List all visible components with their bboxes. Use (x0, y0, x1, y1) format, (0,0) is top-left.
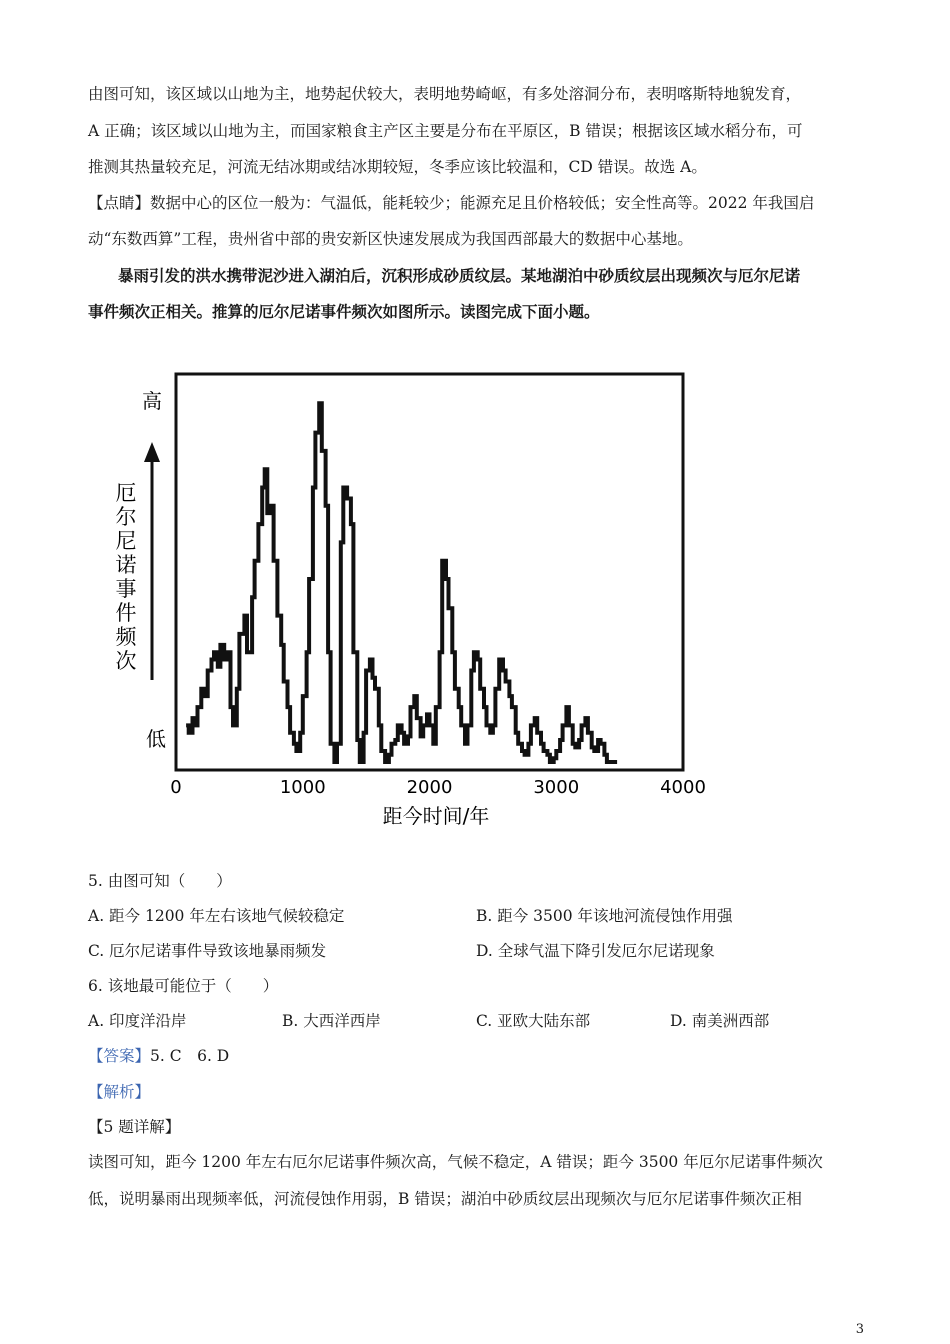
answer-tag: 【答案】 (88, 1047, 151, 1065)
question-stem-line-2: 事件频次正相关。推算的厄尔尼诺事件频次如图所示。读图完成下面小题。 (88, 303, 600, 321)
el-nino-frequency-series (186, 403, 617, 762)
q5-option-d[interactable]: D. 全球气温下降引发厄尔尼诺现象 (476, 942, 715, 960)
x-tick-label: 2000 (406, 777, 453, 798)
detail5-line-2: 低，说明暴雨出现频率低，河流侵蚀作用弱，B 错误；湖泊中砂质纹层出现频次与厄尔尼诺事件频次正相 (88, 1190, 802, 1208)
q5-option-a[interactable]: A. 距今 1200 年左右该地气候较稳定 (88, 907, 345, 925)
q6-option-b[interactable]: B. 大西洋西岸 (282, 1012, 381, 1030)
q5-stem: 5. 由图可知（ ） (88, 872, 232, 890)
plot-frame (176, 374, 683, 770)
y-low-label: 低 (146, 727, 166, 751)
page-number: 3 (855, 1322, 864, 1337)
prev-analysis-line-2: A 正确；该区域以山地为主，而国家粮食主产区主要是分布在平原区，B 错误；根据该区域水稻分布，可 (88, 122, 803, 140)
el-nino-frequency-chart (100, 360, 720, 840)
y-high-label: 高 (142, 389, 162, 413)
q6-stem: 6. 该地最可能位于（ ） (88, 977, 279, 995)
x-tick-label: 4000 (660, 777, 706, 798)
answer-line (88, 1046, 229, 1066)
q5-option-b[interactable]: B. 距今 3500 年该地河流侵蚀作用强 (476, 907, 733, 925)
detail5-line-1: 读图可知，距今 1200 年左右厄尔尼诺事件频次高，气候不稳定，A 错误；距今 3500 年厄尔尼诺事件频次 (88, 1153, 823, 1171)
prev-analysis-line-3: 推测其热量较充足，河流无结冰期或结冰期较短，冬季应该比较温和，CD 错误。故选 A。 (88, 158, 707, 176)
q5-option-c[interactable]: C. 厄尔尼诺事件导致该地暴雨频发 (88, 942, 327, 960)
q6-option-d[interactable]: D. 南美洲西部 (670, 1012, 770, 1030)
x-axis-label: 距今时间/年 (382, 804, 490, 828)
tip-line-2: 动“东数西算”工程，贵州省中部的贵安新区快速发展成为我国西部最大的数据中心基地。 (88, 230, 693, 248)
y-arrow-head (144, 442, 160, 462)
x-tick-label: 1000 (279, 777, 326, 798)
q6-option-a[interactable]: A. 印度洋沿岸 (88, 1012, 187, 1030)
x-tick-label: 0 (170, 777, 182, 798)
x-tick-label: 3000 (533, 777, 580, 798)
analysis-tag: 【解析】 (88, 1083, 151, 1101)
question-stem-line-1: 暴雨引发的洪水携带泥沙进入湖泊后，沉积形成砂质纹层。某地湖泊中砂质纹层出现频次与厄尔尼诺 (118, 267, 801, 285)
prev-analysis-line-1: 由图可知，该区域以山地为主，地势起伏较大，表明地势崎岖，有多处溶洞分布，表明喀斯特地貌发育， (88, 85, 802, 103)
tip-line-1: 【点睛】数据中心的区位一般为：气温低，能耗较少；能源充足且价格较低；安全性高等。2022 年我国启 (88, 194, 815, 212)
y-axis-label: 厄尔尼诺事件频次 (115, 481, 137, 673)
detail5-tag: 【5 题详解】 (88, 1118, 181, 1136)
answer-text: 5. C 6. D (150, 1047, 230, 1065)
q6-option-c[interactable]: C. 亚欧大陆东部 (476, 1012, 591, 1030)
